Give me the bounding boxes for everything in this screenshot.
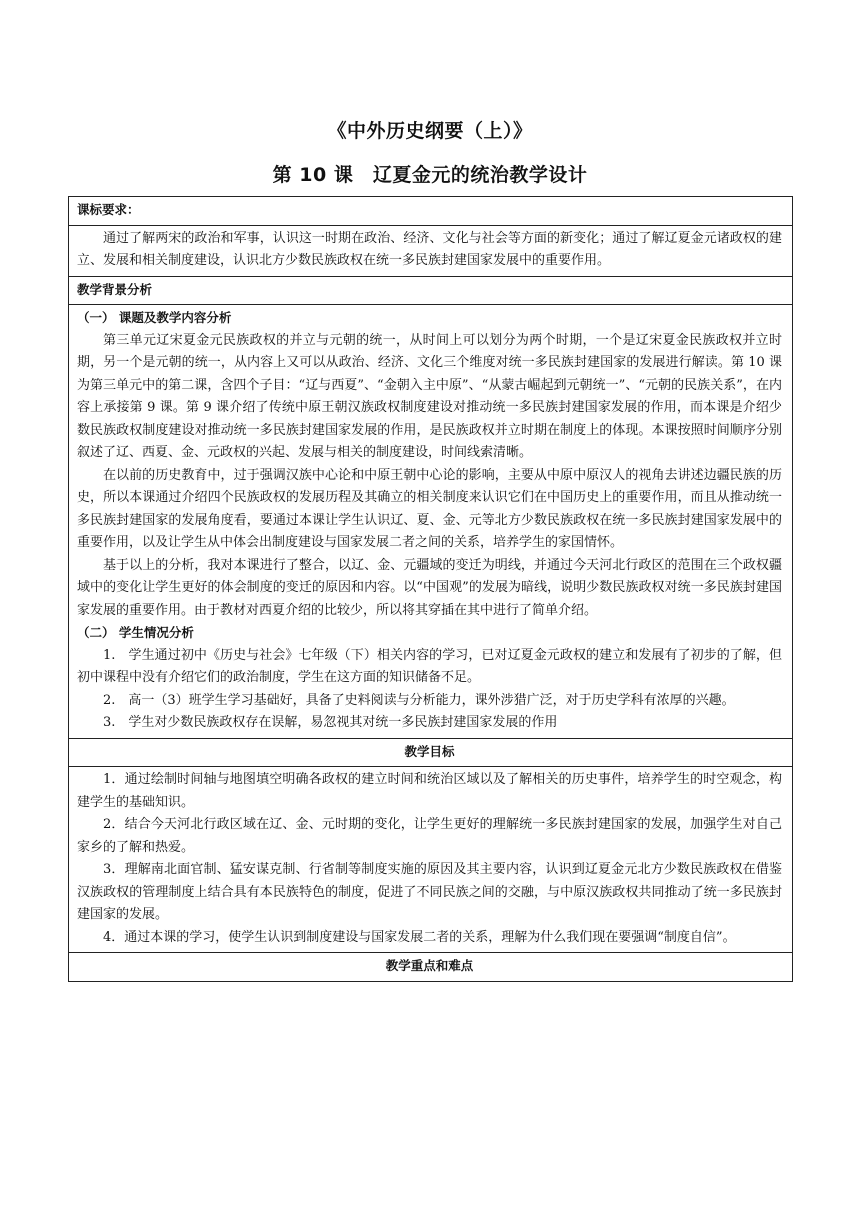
objective-item: 4．通过本课的学习，使学生认识到制度建设与国家发展二者的关系，理解为什么我们现在要强调“制度自信”。 [103,929,736,945]
objective-item: 3．理解南北面官制、猛安谋克制、行省制等制度实施的原因及其主要内容，认识到辽夏金元北方少数民族政权在借鉴汉族政权的管理制度上结合具有本民族特色的制度，促进了不同民族之间的交融，与中原汉族政权共同推动了统一多民族封建国家的发展。 [77,862,782,922]
key-points-heading-row [69,953,793,982]
objectives-row [69,767,793,953]
student-analysis-title: （二） 学生情况分析 [77,625,194,640]
standards-heading: 课标要求： [69,197,793,226]
standards-text: 通过了解两宋的政治和军事，认识这一时期在政治、经济、文化与社会等方面的新变化；通过了解辽夏金元诸政权的建立、发展和相关制度建设，认识北方少数民族政权在统一多民族封建国家发展中的重要作用。 [77,230,782,268]
lesson-title: 第 10 课 辽夏金元的统治教学设计 [272,164,588,186]
student-analysis-item: 1. 学生通过初中《历史与社会》七年级（下）相关内容的学习，已对辽夏金元政权的建立和发展有了初步的了解，但初中课程中没有介绍它们的政治制度，学生在这方面的知识储备不足。 [77,647,782,685]
objective-item: 1．通过绘制时间轴与地图填空明确各政权的建立时间和统治区域以及了解相关的历史事件，培养学生的时空观念，构建学生的基础知识。 [77,772,782,810]
standards-heading-row [69,197,793,226]
objective-item: 2．结合今天河北行政区域在辽、金、元时期的变化，让学生更好的理解统一多民族封建国家的发展，加强学生对自己家乡的了解和热爱。 [77,817,782,855]
objectives-heading-row [69,738,793,767]
lesson-plan-table [68,196,793,982]
content-analysis-title: （一） 课题及教学内容分析 [77,310,232,325]
key-points-heading: 教学重点和难点 [69,953,793,982]
standards-row [69,225,793,276]
content-analysis-paragraph: 在以前的历史教育中，过于强调汉族中心论和中原王朝中心论的影响，主要从中原中原汉人的视角去讲述边疆民族的历史，所以本课通过介绍四个民族政权的发展历程及其确立的相关制度来认识它们在中国历史上的重要作用，而且从推动统一多民族封建国家的发展角度看，要通过本课让学生认识辽、夏、金、元等北方少数民族政权在统一多民族封建国家发展中的重要作用，以及让学生从中体会出制度建设与国家发展二者之间的关系，培养学生的家国情怀。 [77,467,782,550]
objectives-cell [69,767,793,953]
document-title: 《中外历史纲要（上）》 [327,120,533,142]
background-row [69,305,793,739]
content-analysis-paragraph: 基于以上的分析，我对本课进行了整合，以辽、金、元疆域的变迁为明线，并通过今天河北行政区的范围在三个政权疆域中的变化让学生更好的体会制度的变迁的原因和内容。以“中国观”的发展为暗线，说明少数民族政权对统一多民族封建国家发展的重要作用。由于教材对西夏介绍的比较少，所以将其穿插在其中进行了简单介绍。 [77,557,782,618]
background-heading: 教学背景分析 [69,276,793,305]
content-analysis-paragraph: 第三单元辽宋夏金元民族政权的并立与元朝的统一，从时间上可以划分为两个时期，一个是辽宋夏金民族政权并立时期，另一个是元朝的统一，从内容上又可以从政治、经济、文化三个维度对统一多民族封建国家的发展进行解读。第 10 课为第三单元中的第二课，含四个子目：“辽与西夏”、“金朝入主中原”、“从蒙古崛起到元朝统一”、“元朝的民族关系”，在内容上承接第 9 课。第 9 课介绍了传统中原王朝汉族政权制度建设对推动统一多民族封建国家发展的作用，而本课是介绍少数民族政权制度建设对推动统一多民族封建国家发展的作用，是民族政权并立时期在制度上的体现。本课按照时间顺序分别叙述了辽、西夏、金、元政权的兴起、发展与相关的制度建设，时间线索清晰。 [77,332,782,460]
student-analysis-item: 2. 高一（3）班学生学习基础好，具备了史料阅读与分析能力，课外涉猎广泛，对于历史学科有浓厚的兴趣。 [103,692,735,708]
standards-cell [69,225,793,276]
objectives-heading: 教学目标 [69,738,793,767]
background-heading-row [69,276,793,305]
background-cell [69,305,793,739]
student-analysis-item: 3. 学生对少数民族政权存在误解，易忽视其对统一多民族封建国家发展的作用 [103,715,558,730]
